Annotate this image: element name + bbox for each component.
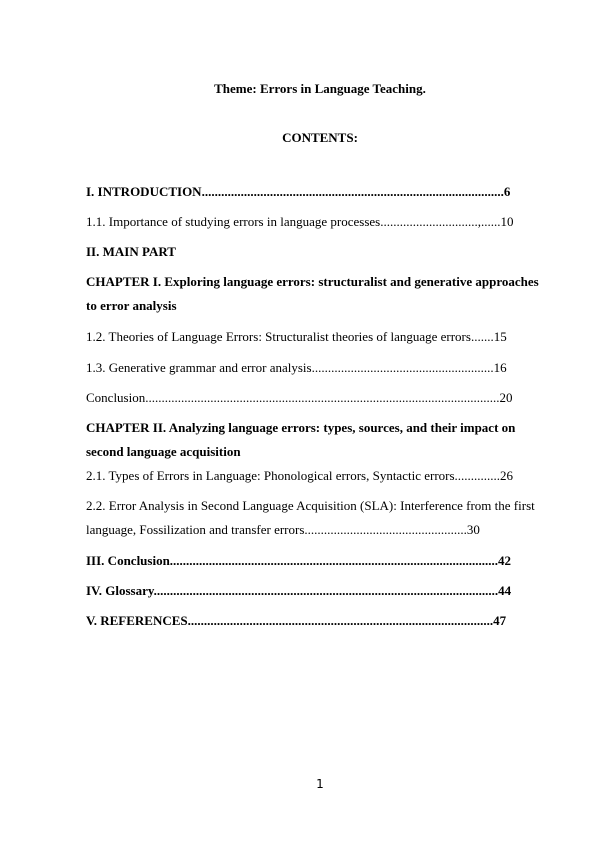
toc-entry-chapter-2: CHAPTER II. Analyzing language errors: types, sources, and their impact on second language acquisition bbox=[86, 420, 516, 459]
toc-entry-chapter-1: CHAPTER I. Exploring language errors: structuralist and generative approaches to error analysis bbox=[86, 274, 539, 313]
contents-heading: CONTENTS: bbox=[282, 130, 358, 145]
toc-entry-introduction: I. INTRODUCTION.............................................................................................6 bbox=[86, 184, 511, 199]
document-theme-title: Theme: Errors in Language Teaching. bbox=[214, 81, 426, 96]
toc-entry-conclusion: III. Conclusion.....................................................................................................42 bbox=[86, 553, 512, 568]
toc-entry-2-1: 2.1. Types of Errors in Language: Phonological errors, Syntactic errors..............26 bbox=[86, 468, 514, 483]
toc-entry-1-2: 1.2. Theories of Language Errors: Structuralist theories of language errors.......15 bbox=[86, 329, 507, 344]
toc-entry-glossary: IV. Glossary..........................................................................................................44 bbox=[86, 583, 512, 598]
toc-entry-2-2: 2.2. Error Analysis in Second Language Acquisition (SLA): Interference from the first language, Fossilization and transfer errors..................................................30 bbox=[86, 498, 535, 537]
toc-entry-1-3: 1.3. Generative grammar and error analysis........................................................16 bbox=[86, 360, 507, 375]
page-number: 1 bbox=[316, 777, 324, 791]
toc-entry-references: V. REFERENCES..............................................................................................47 bbox=[86, 613, 507, 628]
toc-entry-conclusion-ch1: Conclusion.............................................................................................................20 bbox=[86, 390, 513, 405]
toc-entry-main-part: II. MAIN PART bbox=[86, 244, 176, 259]
toc-entry-1-1: 1.1. Importance of studying errors in language processes..............................,......10 bbox=[86, 214, 514, 229]
